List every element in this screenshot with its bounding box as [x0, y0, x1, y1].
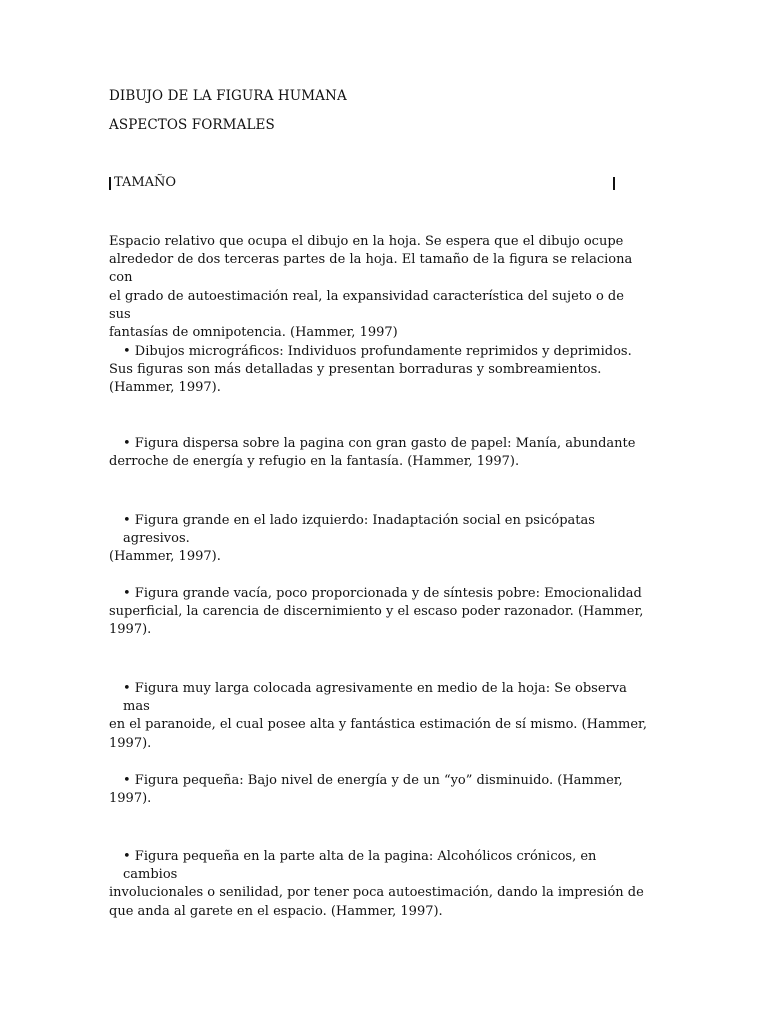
intro-line: alrededor de dos terceras partes de la hoja. El tamaño de la figura se relaciona con — [109, 252, 633, 286]
document-subtitle: ASPECTOS FORMALES — [109, 117, 275, 133]
bullet-item — [109, 435, 649, 471]
bullet-line: • Figura grande vacía, poco proporcionada y de síntesis pobre: Emocionalidad — [123, 586, 642, 601]
bullet-line: en el paranoide, el cual posee alta y fantástica estimación de sí mismo. (Hammer, — [109, 717, 647, 733]
section-header-row — [109, 174, 615, 192]
bullet-item — [109, 585, 649, 640]
bullet-line: • Dibujos micrográficos: Individuos profundamente reprimidos y deprimidos. — [123, 344, 632, 359]
section-left-bar — [109, 177, 111, 190]
bullet-line: • Figura grande en el lado izquierdo: Inadaptación social en psicópatas agresivos. — [123, 513, 595, 547]
bullet-line: involucionales o senilidad, por tener poca autoestimación, dando la impresión de — [109, 885, 644, 901]
intro-paragraph — [109, 233, 649, 342]
bullet-item — [109, 680, 649, 753]
bullet-line: 1997). — [109, 791, 152, 807]
section-title: TAMAÑO — [114, 175, 177, 190]
bullet-item — [109, 512, 649, 567]
intro-line: Espacio relativo que ocupa el dibujo en la hoja. Se espera que el dibujo ocupe — [109, 234, 624, 249]
document-title: DIBUJO DE LA FIGURA HUMANA — [109, 88, 347, 104]
bullet-item — [109, 343, 649, 398]
bullet-line: • Figura muy larga colocada agresivamente en medio de la hoja: Se observa mas — [123, 681, 627, 715]
bullet-line: 1997). — [109, 622, 152, 638]
bullet-line: superficial, la carencia de discernimiento y el escaso poder razonador. (Hammer, — [109, 604, 644, 620]
intro-line: el grado de autoestimación real, la expansividad característica del sujeto o de sus — [109, 288, 624, 322]
bullet-line: (Hammer, 1997). — [109, 380, 221, 396]
bullet-line: • Figura pequeña en la parte alta de la pagina: Alcohólicos crónicos, en cambios — [123, 849, 597, 883]
bullet-line: • Figura pequeña: Bajo nivel de energía y de un “yo” disminuido. (Hammer, — [123, 773, 623, 788]
bullet-line: • Figura dispersa sobre la pagina con gran gasto de papel: Manía, abundante — [123, 436, 636, 451]
section-right-bar — [613, 177, 615, 190]
bullet-line: 1997). — [109, 735, 152, 751]
bullet-line: Sus figuras son más detalladas y presentan borraduras y sombreamientos. — [109, 362, 602, 378]
bullet-line: (Hammer, 1997). — [109, 549, 221, 565]
bullet-item — [109, 772, 649, 808]
bullet-item — [109, 848, 649, 921]
bullet-line: derroche de energía y refugio en la fantasía. (Hammer, 1997). — [109, 454, 520, 470]
bullet-line: que anda al garete en el espacio. (Hammer, 1997). — [109, 903, 443, 919]
intro-line: fantasías de omnipotencia. (Hammer, 1997) — [109, 325, 398, 341]
